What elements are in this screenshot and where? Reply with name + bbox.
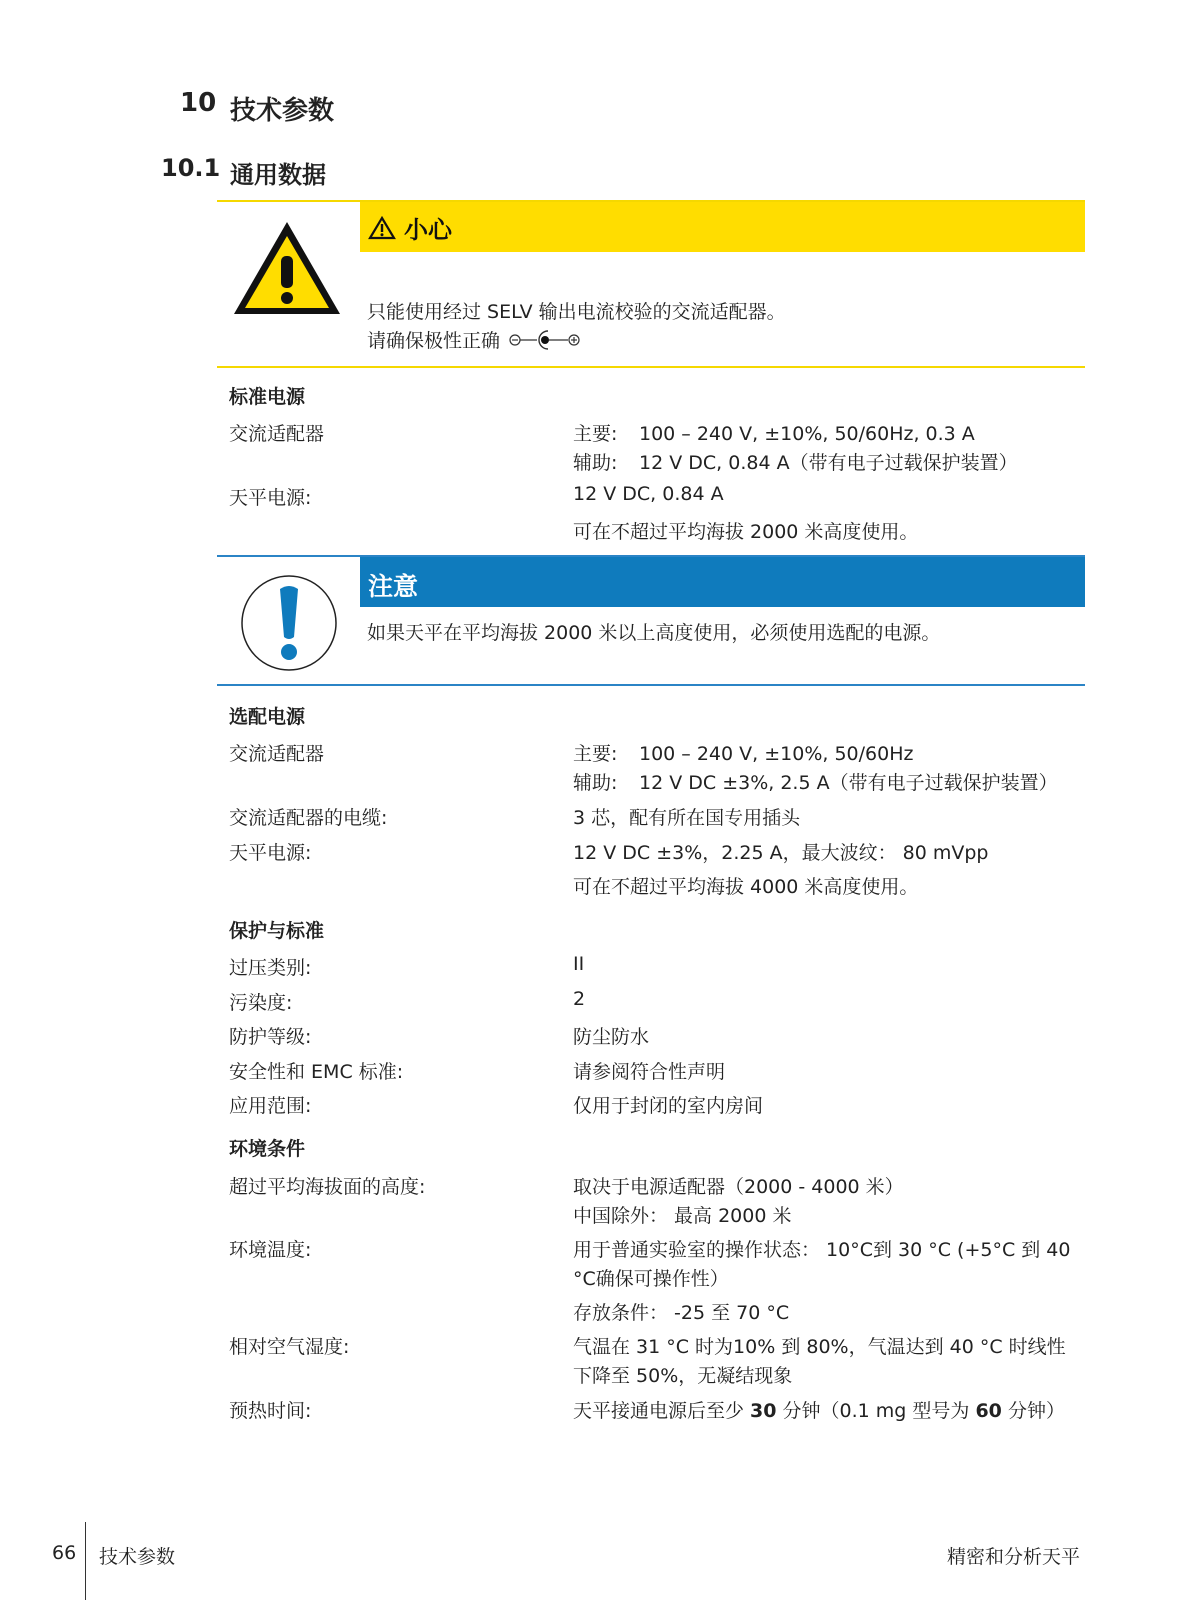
page-number: 66 [52,1542,77,1564]
prot-row-value: 请参阅符合性声明 [573,1061,726,1083]
standard-power-heading: 标准电源 [229,386,306,408]
notice-text: 如果天平在平均海拔 2000 米以上高度使用，必须使用选配的电源。 [367,622,941,644]
opt-cable-label: 交流适配器的电缆: [229,807,388,829]
warmup-prefix: 天平接通电源后至少 [573,1400,751,1422]
env-humidity-value-2: 下降至 50%，无凝结现象 [573,1365,793,1387]
std-primary-text: 100 – 240 V, ±10%, 50/60Hz, 0.3 A [639,423,975,445]
caution-line-2 [367,326,582,353]
chapter-title: 技术参数 [230,96,335,126]
std-balance-value: 12 V DC, 0.84 A [573,483,724,505]
opt-secondary-text: 12 V DC ±3%, 2.5 A（带有电子过载保护装置） [639,772,1058,794]
chapter-number: 10 [180,88,217,118]
small-warning-icon [368,216,396,240]
opt-primary-key: 主要: [573,743,618,765]
env-altitude-value-2: 中国除外： 最高 2000 米 [573,1205,792,1227]
prot-row-value: II [573,953,585,975]
std-primary-value [573,419,975,446]
prot-row-label: 过压类别: [229,957,312,979]
section-number: 10.1 [161,154,221,182]
caution-polarity-text: 请确保极性正确 [367,330,501,352]
env-temp-value-2: °C确保可操作性） [573,1268,729,1290]
prot-row-label: 污染度: [229,992,293,1014]
std-primary-key: 主要: [573,423,618,445]
prot-row-value: 仅用于封闭的室内房间 [573,1095,764,1117]
footer-section: 技术参数 [99,1546,176,1568]
std-secondary-text: 12 V DC, 0.84 A（带有电子过载保护装置） [639,452,1018,474]
opt-primary-text: 100 – 240 V, ±10%, 50/60Hz [639,743,914,765]
prot-row-label: 防护等级: [229,1026,312,1048]
warmup-minutes-alt: 60 [975,1400,1002,1422]
std-balance-label: 天平电源: [229,487,312,509]
section-title: 通用数据 [230,161,326,189]
env-warmup-value [573,1396,1065,1423]
env-warmup-label: 预热时间: [229,1400,312,1422]
protection-heading: 保护与标准 [229,920,325,942]
env-temp-value-3: 存放条件： -25 至 70 °C [573,1302,790,1324]
opt-altitude-note: 可在不超过平均海拔 4000 米高度使用。 [573,876,919,898]
warning-triangle-icon [230,218,344,318]
notice-header-bar [360,557,1085,607]
notice-box [217,555,1085,686]
opt-secondary-value [573,768,1058,795]
opt-cable-value: 3 芯，配有所在国专用插头 [573,807,801,829]
env-altitude-value-1: 取决于电源适配器（2000 - 4000 米） [573,1176,904,1198]
warmup-suffix: 分钟） [1001,1400,1065,1422]
env-humidity-value-1: 气温在 31 °C 时为10% 到 80%，气温达到 40 °C 时线性 [573,1336,1066,1358]
std-ac-adapter-label: 交流适配器 [229,423,325,445]
env-temp-label: 环境温度: [229,1239,312,1261]
notice-title: 注意 [368,572,419,601]
caution-box [217,200,1085,368]
polarity-symbol-icon [508,330,582,350]
opt-primary-value [573,739,913,766]
footer-divider [85,1522,86,1600]
opt-ac-adapter-label: 交流适配器 [229,743,325,765]
caution-heading [368,210,452,245]
exclamation-circle-icon [239,573,339,673]
prot-row-label: 应用范围: [229,1095,312,1117]
env-temp-value-1: 用于普通实验室的操作状态： 10°C到 30 °C (+5°C 到 40 [573,1239,1071,1261]
prot-row-value: 2 [573,988,586,1010]
opt-balance-label: 天平电源: [229,842,312,864]
env-humidity-label: 相对空气湿度: [229,1336,350,1358]
caution-header-bar [360,202,1085,252]
env-altitude-label: 超过平均海拔面的高度: [229,1176,426,1198]
opt-balance-value: 12 V DC ±3%，2.25 A，最大波纹： 80 mVpp [573,842,989,864]
caution-line-1: 只能使用经过 SELV 输出电流校验的交流适配器。 [367,301,786,323]
std-secondary-value [573,448,1018,475]
std-secondary-key: 辅助: [573,452,618,474]
footer-product: 精密和分析天平 [947,1546,1081,1568]
environment-heading: 环境条件 [229,1138,306,1160]
std-altitude-note: 可在不超过平均海拔 2000 米高度使用。 [573,521,919,543]
optional-power-heading: 选配电源 [229,706,306,728]
warmup-minutes: 30 [750,1400,777,1422]
caution-title: 小心 [404,216,452,244]
prot-row-value: 防尘防水 [573,1026,650,1048]
warmup-mid: 分钟（0.1 mg 型号为 [776,1400,976,1422]
prot-row-label: 安全性和 EMC 标准: [229,1061,404,1083]
opt-secondary-key: 辅助: [573,772,618,794]
